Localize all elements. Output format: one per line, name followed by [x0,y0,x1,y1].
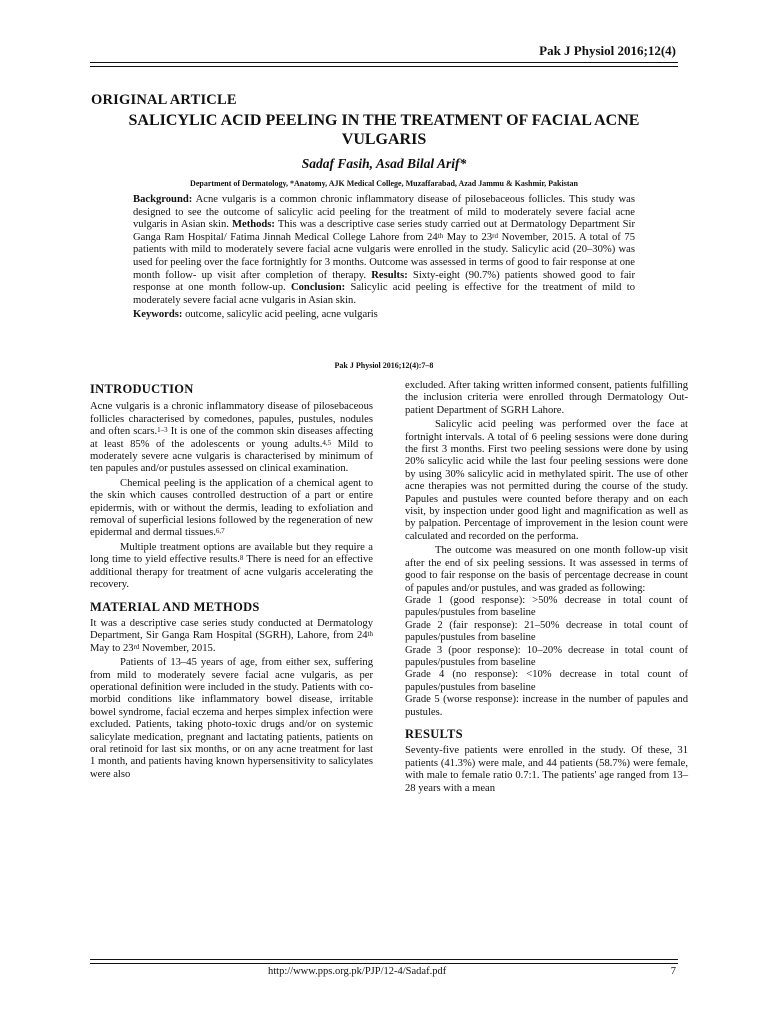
grade-item: Grade 5 (worse response): increase in the number of papules and pustules. [405,694,688,718]
superscript: rd [133,642,140,651]
grade-item: Grade 4 (no response): <10% decrease in total count of papules/pustules from baseline [405,669,688,693]
conclusion-text: Salicylic acid peeling is effective for the treatment of mild to moderately severe facial acne vulgaris in Asian skin. [133,282,635,306]
abstract-body [133,194,635,307]
keywords-label: Keywords: [133,309,183,321]
superscript: th [367,630,373,639]
text-run: May to 23 [90,642,134,654]
text-run: Acne vulgaris is a chronic inflammatory disease of pilosebaceous follicles characterised by comedones, papules, pustules, nodules and often scars. [90,401,373,438]
page-number: 7 [670,966,676,977]
text-run: Multiple treatment options are available but they require a long time to yield effective results. [90,541,373,566]
authors: Sadaf Fasih, Asad Bilal Arif* [301,156,467,171]
affiliation: Department of Dermatology, *Anatomy, AJK Medical College, Muzaffarabad, Azad Jammu & Kashmir, Pakistan [190,179,578,188]
text-run: November, 2015. [139,642,216,654]
left-column [90,380,373,781]
results-text: Sixty-eight (90.7%) patients showed good to fair response at one month follow-up. [133,269,635,294]
intro-paragraph [90,401,373,475]
text-run: Mild to moderately severe acne vulgaris is characterised by minimum of ten papules and/or pustules assessed on clinical examination. [90,438,373,475]
conclusion-label: Conclusion: [290,282,346,294]
citation-superscript: 4,5 [322,438,332,447]
superscript: th [437,231,444,240]
citation-superscript: 8 [239,554,244,563]
footer-rule-secondary [90,963,678,964]
article-url-link[interactable]: http://www.pps.org.pk/PJP/12-4/Sadaf.pdf [268,966,447,977]
text-run: It is one of the common skin diseases affecting at least 85% of the adolescents or young adults. [90,426,373,450]
methods-paragraph-continued: excluded. After taking written informed consent, patients fulfilling the inclusion criteria were enrolled through Dermatology Out-patient Department of SGRH Lahore. [405,380,688,416]
grade-item: Grade 3 (poor response): 10–20% decrease in total count of papules/pustules from baseline [405,644,688,668]
grade-item: Grade 2 (fair response): 21–50% decrease in total count of papules/pustules from baseline [405,619,688,644]
introduction-heading: INTRODUCTION [90,382,194,396]
citation-line: Pak J Physiol 2016;12(4):7–8 [334,361,434,370]
article-title: SALICYLIC ACID PEELING IN THE TREATMENT OF FACIAL ACNE VULGARIS [128,112,640,148]
intro-paragraph [90,478,373,540]
results-paragraph: Seventy-five patients were enrolled in the study. Of these, 31 patients (41.3%) were male, and 44 patients (58.7%) were female, with male to female ratio 0.7:1. The patients' age ranged from 13–28 years with a mean [405,745,688,794]
background-label: Background: [133,194,193,205]
text-run: Chemical peeling is the application of a chemical agent to the skin which causes controlled destruction of a part or entire epidermis, with or without the dermis, leading to exfoliation and removal of superficial lesions followed by the regeneration of new epidermal and dermal tissues. [90,477,373,539]
methods-text: May to 23 [443,231,493,243]
keywords [133,309,635,322]
methods-paragraph: The outcome was measured on one month follow-up visit after the end of six peeling sessions. It was assessed in terms of good to fair response on the basis of percentage decrease in count of papules and/or pustules, and was graded as following: [405,545,688,594]
right-column [405,380,688,795]
superscript: rd [492,231,498,240]
citation-superscript: 6,7 [215,527,225,536]
footer-rule [90,959,678,960]
results-label: Results: [371,269,408,281]
header-rule-secondary [90,66,678,67]
grade-item: Grade 1 (good response): >50% decrease in total count of papules/pustules from baseline [405,594,688,619]
text-run: There is need for an effective additional therapy for treatment of acne vulgaris accelerating the recovery. [90,554,373,591]
background-text: Acne vulgaris is a common chronic inflammatory disease of pilosebaceous follicles. This study was designed to see the outcome of salicylic acid peeling for the treatment of mild to moderately severe facial acne vulgaris in Asian skin. [133,194,635,231]
results-heading: RESULTS [405,726,463,741]
article-type-label: ORIGINAL ARTICLE [91,92,237,108]
journal-reference: Pak J Physiol 2016;12(4) [539,43,676,58]
header-rule [90,62,678,63]
methods-text: November, 2015. A total of 75 patients with mild to moderately severe facial acne vulgaris were enrolled in the study. Salicylic acid (20–30%) was used for peeling over the face fortnightly for 3 months. Outcome was assessed in terms of good to fair response at one month follow- up visit after completion of therapy. [133,231,635,281]
methods-heading: MATERIAL AND METHODS [90,599,260,614]
methods-label: Methods: [232,219,275,231]
methods-text: This was a descriptive case series study carried out at Dermatology Department Sir Ganga Ram Hospital/ Fatima Jinnah Medical College Lahore from 24 [133,219,635,243]
keywords-text: outcome, salicylic acid peeling, acne vulgaris [182,309,378,321]
methods-paragraph: Salicylic acid peeling was performed over the face at fortnight intervals. A total of 6 peeling sessions were done during the first 3 months. First two peeling sessions were done by using 20% salicylic acid while the last four peeling sessions were done by using 30% salicylic acid in methylated spirit. The use of other acne therapies was not permitted during the course of the study. Papules and pustules were counted before therapy and on each visit, by inspection under good light and magnification as well as by palpation. Percentage of improvement in the lesion count were calculated and recorded on the performa. [405,419,688,542]
intro-paragraph [90,542,373,592]
abstract [133,194,635,322]
methods-paragraph [90,618,373,655]
methods-paragraph: Patients of 13–45 years of age, from either sex, suffering from mild to moderately severe facial acne vulgaris, as per operational definition were included in the study. Patients with co-morbid conditions like inflammatory bowel disease, irritable bowel syndrome, facial eczema and herpes simplex infection were excluded. Patients, taking photo-toxic drugs and/or on systemic salicylate medication, pregnant and lactating patients, patients on oral retinoid for last six months, or on any acne treatment for last 1 month, and patients having known hypersensitivity to salicylates were also [90,657,373,780]
text-run: It was a descriptive case series study conducted at Dermatology Department, Sir Ganga Ram Hospital (SGRH), Lahore, from 24 [90,617,373,642]
citation-superscript: 1–3 [157,426,168,435]
